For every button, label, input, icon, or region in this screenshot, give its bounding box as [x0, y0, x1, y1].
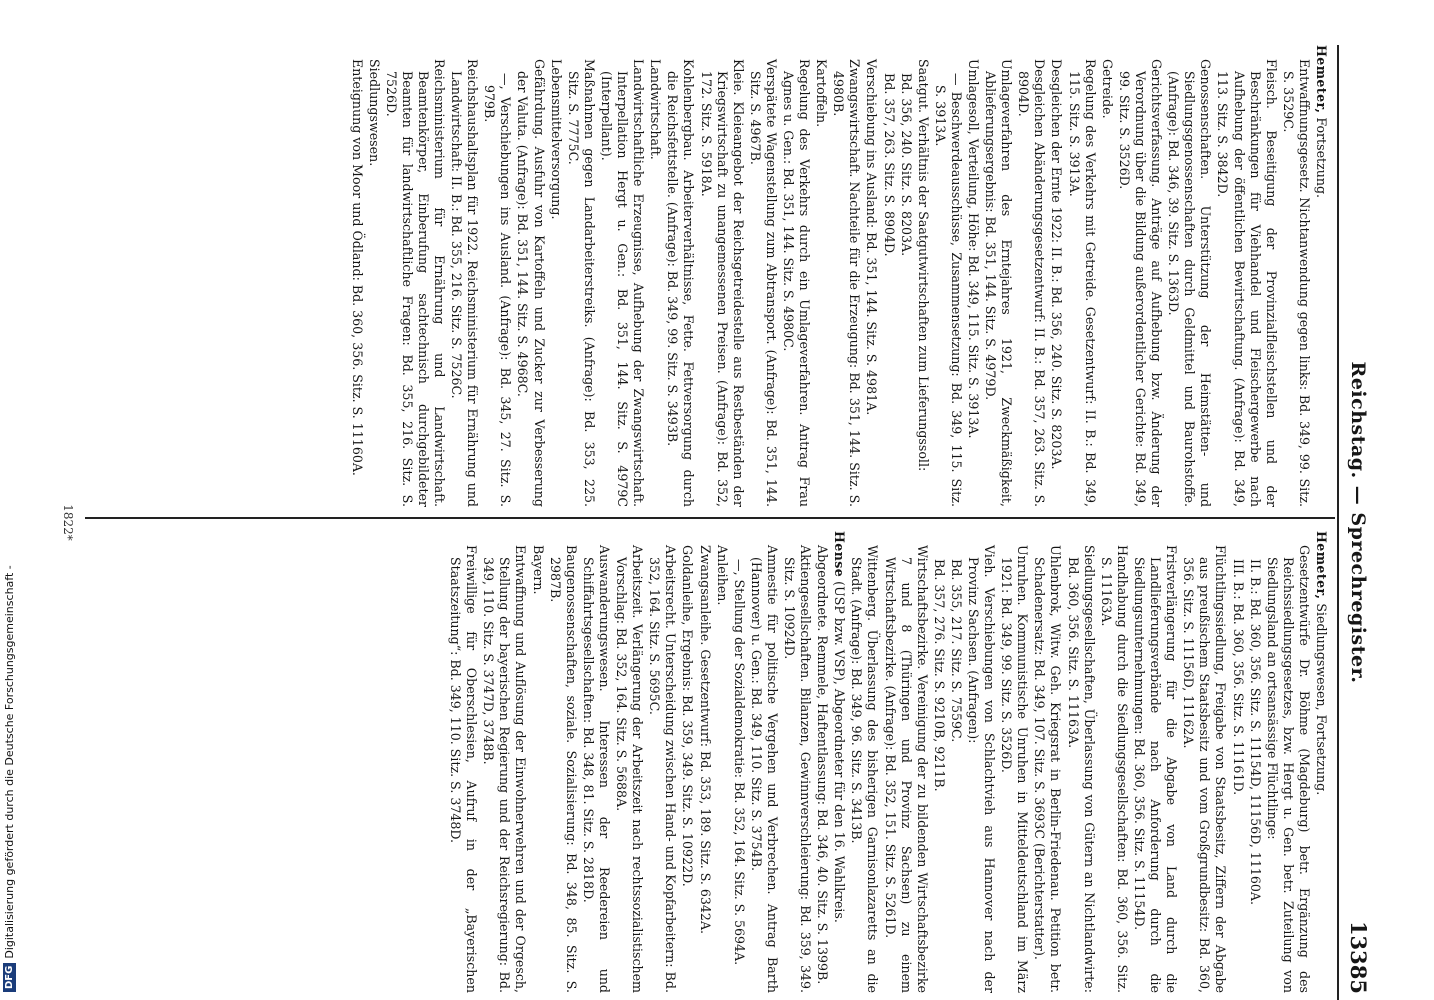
register-entry [780, 45, 812, 507]
entry-headword: Hemeter, [1314, 45, 1329, 114]
entry-text: Getreide. [1099, 59, 1115, 119]
register-entry [696, 531, 712, 993]
register-entry [965, 45, 981, 507]
entry-text: Bd. 357, 276. Sitz. S. 9210B, 9211B. [931, 559, 947, 792]
register-entry [1116, 45, 1164, 507]
entry-text: Regelung des Verkehrs durch ein Umlageverfahren. Antrag Frau Agnes u. Gen.: Bd. 351, 144. Sitz. S. 4980C. [781, 59, 813, 507]
register-entry [697, 45, 745, 507]
page-number: 13385 [1346, 920, 1371, 994]
entry-text: Kohlenbergbau. Arbeiterverhältnisse, Fette. Fettversorgung durch die Reichsfettstelle. (Anfrage): Bd. 349, 99. Sitz. S. 3493B. [665, 59, 697, 507]
register-entry [1214, 45, 1278, 507]
register-entry [831, 531, 847, 993]
register-entry [1031, 531, 1063, 993]
entry-text: Siedlungswesen, Fortsetzung. [1314, 599, 1329, 796]
entry-text: III. B.: Bd. 360, 356. Sitz. S. 11161D. [1230, 559, 1246, 796]
register-entry [814, 531, 830, 993]
entry-text: Siedlungswesen. [366, 59, 382, 167]
rotated-register-page [55, 45, 1375, 1000]
entry-text: Fortsetzung. [1314, 113, 1329, 199]
entry-text: Desgleichen der Ernte 1922: II. B.: Bd. 356, 240. Sitz. S. 8203A. [1049, 59, 1065, 470]
digitization-credit [0, 0, 20, 1000]
register-entry [448, 45, 480, 507]
entry-text: Aktiengesellschaften. Bilanzen, Gewinnverschleierung: Bd. 359, 349. Sitz. S. 10924D. [782, 545, 814, 993]
entry-text: Kartoffeln. [814, 59, 830, 128]
entry-text: Freiwillige für Oberschlesien, Aufruf in der „Bayerischen Staatszeitung“: Bd. 349, 110. Sitz. S. 3748D. [448, 545, 480, 993]
register-entry [881, 531, 929, 993]
entry-text: —, Stellung der Sozialdemokratie: Bd. 352, 164. Sitz. S. 5694A. [731, 559, 747, 966]
entry-text: Entwaffnungsgesetz. Nichtanwendung gegen links: Bd. 349, 99. Sitz. S. 3529C. [1280, 59, 1312, 507]
entry-text: Regelung des Verkehrs mit Getreide. Gesetzentwurf: II. B.: Bd. 349, 115. Sitz. S. 3913A. [1066, 59, 1098, 507]
register-entry [613, 531, 645, 993]
register-entry [965, 531, 997, 993]
register-column-left [91, 45, 1329, 507]
register-entry [931, 531, 947, 993]
entry-text: Verschiebung ins Ausland: Bd. 351, 144. Sitz. S. 4981A. [864, 59, 880, 416]
entry-text: Reichshaushaltsplan für 1922. Reichsministerium für Ernährung und Landwirtschaft: II. B.: Bd. 355, 216. Sitz. S. 7526C. [449, 59, 481, 507]
register-entry [731, 531, 747, 993]
credit-text: Digitalisierung gefördert durch die Deutsche Forschungsgemeinschaft - [3, 565, 16, 959]
entry-text: Vieh. Verschiebungen von Schlachtvieh aus Hannover nach der Provinz Sachsen. (Anfragen): [966, 545, 998, 993]
entry-text: —, Verschiebungen ins Ausland. (Anfrage): Bd. 345, 27. Sitz. S. 979B. [482, 73, 514, 507]
register-entry [679, 531, 695, 993]
entry-text: (USP bzw. VSP), Abgeordneter für den 16. Wahlkreis. [832, 577, 848, 923]
register-entry [598, 45, 646, 507]
entry-text: Landwirtschaftliche Erzeugnisse, Aufhebung der Zwangswirtschaft. Interpellation Hergt u. Gen.: Bd. 351, 144. Sitz. S. 4979C (Interpellant). [598, 59, 647, 507]
register-entry [848, 531, 880, 993]
entry-headword: Hemeter, [1314, 531, 1329, 600]
header-rule [1337, 45, 1339, 1000]
register-entry [998, 531, 1030, 993]
register-entry [547, 531, 579, 993]
register-entry [580, 531, 612, 993]
register-entry [348, 45, 364, 507]
entry-text: Zwangswirtschaft. Nachteile für die Erzeugung: Bd. 351, 144. Sitz. S. 4980B. [831, 59, 863, 507]
entry-text: Enteignung von Moor und Ödland: Bd. 360, 356. Sitz. S. 11160A. [349, 59, 365, 476]
register-entry [1048, 45, 1064, 507]
entry-text: Fristverlängerung für die Abgabe von Land durch die Landlieferungsverbände nach Anforderung durch die Siedlungsunternehmungen: Bd. 360, 356. Sitz. S. 11154D. [1131, 545, 1180, 993]
register-entry [948, 531, 964, 993]
entry-text: Kleie. Kleieangebot der Reichsgetreidestelle aus Restbeständen der Kriegswirtschaft zu unangemessenen Preisen. (Anfrage): Bd. 352, 172. Sitz. S. 5918A. [698, 59, 746, 507]
register-entry [1098, 531, 1130, 993]
register-entry [646, 531, 678, 993]
entry-text: Lebensmittelversorgung. [548, 59, 564, 220]
page-signature: 1822* [61, 504, 75, 541]
page-title: Reichstag. — Sprechregister. [1347, 361, 1369, 684]
entry-text: Genossenschaften. Unterstützung der Heimstätten- und Siedlungsgenossenschaften durch Geldmittel und Baurohstoffe. (Anfrage): Bd. 346, 39. Sitz. S. 1363D. [1166, 59, 1214, 507]
register-entry [1131, 531, 1179, 993]
entry-text: Gefährdung. Ausfuhr von Kartoffeln und Zucker zur Verbesserung der Valuta. (Anfrage): Bd. 351, 144. Sitz. S. 4968C. [515, 59, 547, 507]
register-entry [514, 45, 546, 507]
register-entry [781, 531, 813, 993]
register-entry [932, 45, 964, 507]
register-entry [830, 45, 862, 507]
register-entry [1065, 531, 1097, 993]
register-entry [565, 45, 597, 507]
entry-text: — Beschwerdeausschüsse, Zusammensetzung: Bd. 349, 115. Sitz. S. 3913A. [932, 73, 964, 507]
register-entry [1180, 531, 1228, 993]
entry-text: Desgleichen Abänderungsgesetzentwurf: II. B.: Bd. 357, 263. Sitz. S. 8904D. [1016, 59, 1048, 507]
running-head [1335, 45, 1375, 1000]
entry-text: Verspätete Wagenstellung zum Abtransport. (Anfrage): Bd. 351, 144. Sitz. S. 4967B. [747, 59, 779, 507]
register-entry [982, 45, 1014, 507]
entry-text: Umlageverfahren des Erntejahres 1921, Zweckmäßigkeit, Ablieferungsergebnis: Bd. 351, 144. Sitz. S. 4979D. [983, 59, 1015, 507]
register-entry [1280, 45, 1312, 507]
register-entry [1229, 531, 1245, 993]
register-entry [530, 531, 546, 993]
entry-text: Arbeitsrecht. Unterscheidung zwischen Hand- und Kopfarbeitern: Bd. 352, 164. Sitz. S. 5695C. [647, 545, 679, 993]
entry-text: Saatgut. Verhältnis der Saatgutwirtschaften zum Lieferungssoll: [915, 59, 931, 472]
entry-text: Entwaffnung und Auflösung der Einwohnerwehren und der Orgesch, Stellung der bayerischen Regierung und der Reichsregierung: Bd. 349, 110. Sitz. S. 3747D, 3748B. [481, 545, 529, 993]
entry-text: Fleisch. Beseitigung der Provinzialfleischstellen und der Beschränkungen für Viehhandel und Fleischergewerbe nach Aufhebung der öffentlichen Bewirtschaftung. (Anfrage): Bd. 349, 113. Sitz. S. 3842D. [1215, 59, 1279, 507]
register-entry [480, 531, 528, 993]
entry-text: Amnestie für politische Vergehen und Verbrechen. Antrag Barth (Hannover) u. Gen.: Bd. 349, 110. Sitz. S. 3754B. [748, 545, 780, 993]
register-entry [366, 45, 382, 507]
entry-text: Baugenossenschaften, soziale. Sozialisierung: Bd. 348, 85. Sitz. S. 2987B. [547, 545, 579, 993]
entry-text: Gesetzentwürfe Dr. Böhme (Magdeburg) betr. Ergänzung des Reichssiedlungsgesetzes, bzw. Hergt u. Gen. betr. Zuteilung von Siedlungsland an ortsansässige Flüchtlinge: [1264, 545, 1312, 993]
dfg-logo: DFG [3, 963, 16, 992]
register-entry [748, 531, 780, 993]
register-entry [447, 531, 479, 993]
entry-text: Reichsministerium für Ernährung und Landwirtschaft. Beamtenkörper, Einberufung sachtechnisch durchgebildeter Beamten für landwirtschaftliche Fragen: Bd. 355, 216. Sitz. S. 7526D. [383, 59, 448, 507]
register-entry [863, 45, 879, 507]
register-entry [813, 45, 829, 507]
register-entry [1015, 45, 1047, 507]
register-entry [1165, 45, 1213, 507]
entry-text: Umlagesoll, Verteilung, Höhe: Bd. 349, 115. Sitz. S. 3913A. [966, 59, 982, 439]
register-entry [548, 45, 564, 507]
column-divider [85, 517, 1335, 519]
register-entry [915, 45, 931, 507]
entry-text: Landwirtschaft. [648, 59, 664, 160]
entry-text: Uhlenbrok, Witw. Geh. Kriegsrat in Berlin-Friedenau. Petition betr. Schadenersatz: Bd. 349, 107. Sitz. S. 3693C (Berichterstatter). [1032, 545, 1064, 993]
entry-text: Unruhen. Kommunistische Unruhen in Mitteldeutschland im März 1921: Bd. 349, 99. Sitz. S. 3526D. [999, 545, 1031, 993]
entry-text: Maßnahmen gegen Landarbeiterstreiks. (Anfrage): Bd. 353, 225. Sitz. S. 7775C. [565, 59, 597, 507]
entry-text: Zwangsanleihe. Gesetzentwurf: Bd. 353, 189. Sitz. S. 6342A. [697, 545, 713, 935]
register-column-right [91, 531, 1329, 993]
entry-text: Flüchtlingssiedlung, Freigabe von Staatsbesitz, Ziffern der Abgabe aus preußischem Staatsbesitz und vom Großgrundbesitz: Bd. 360, 356. Sitz. S. 11156D, 11162A. [1181, 545, 1229, 993]
entry-text: Gerichtsverfassung. Anträge auf Aufhebung bzw. Änderung der Verordnung über die Bildung außerordentlicher Gerichte: Bd. 349, 99. Sitz. S. 3526D. [1116, 59, 1165, 507]
entry-text: Goldanleihe, Ergebnis: Bd. 359, 349. Sitz. S. 10922D. [680, 545, 696, 887]
entry-text: Abgeordnete. Remmele, Haftentlassung: Bd. 346, 40. Sitz. S. 1399B. [815, 545, 831, 985]
register-entry [383, 45, 447, 507]
register-entry [747, 45, 779, 507]
entry-text: Bd. 356, 240. Sitz. S. 8203A. [898, 73, 914, 257]
entry-headword: Hense [832, 531, 848, 578]
register-entry [664, 45, 696, 507]
entry-text: Siedlungsgesellschaften, Überlassung von Gütern an Nichtlandwirte: Bd. 360, 356. Sitz. S. 11163A. [1065, 545, 1097, 993]
entry-text: Handhabung durch die Siedlungsgesellschaften: Bd. 360, 356. Sitz. S. 11163A. [1098, 545, 1130, 993]
entry-text: Wirtschaftsbezirke. Vereinigung der zu bildenden Wirtschaftsbezirke 7 und 8 (Thüringen und Provinz Sachsen) zu einem Wirtschaftsbezirke. (Anfrage): Bd. 352, 151. Sitz. S. 5261D. [882, 545, 930, 993]
entry-text: Auswanderungswesen. Interessen der Reedereien und Schiffahrtsgesellschaften: Bd. 348, 81. Sitz. S. 2818D. [580, 545, 612, 993]
register-entry [1099, 45, 1115, 507]
register-entry [880, 45, 896, 507]
register-entry [898, 45, 914, 507]
entry-text: Wittenberg. Überlassung des bisherigen Garnisonlazaretts an die Stadt. (Anfrage): Bd. 349, 96. Sitz. S. 3413B. [849, 545, 881, 993]
register-entry [714, 531, 730, 993]
entry-text: Anleihen. [714, 545, 730, 606]
register-entry [1247, 531, 1263, 993]
register-entry [481, 45, 513, 507]
register-entry [1066, 45, 1098, 507]
register-entry [1313, 531, 1329, 993]
entry-text: Bd. 355, 217. Sitz. S. 7559C. [948, 559, 964, 743]
entry-text: Bd. 357, 263. Sitz. S. 8904D. [881, 73, 897, 257]
entry-text: II. B.: Bd. 360, 356. Sitz. S. 11154D, 11156D, 11160A. [1247, 559, 1263, 906]
register-entry [1313, 45, 1329, 507]
entry-text: Arbeitszeit. Verlängerung der Arbeitszeit nach rechtssozialistischem Vorschlag: Bd. 352, 164. Sitz. S. 5688A. [614, 545, 646, 993]
register-entry [647, 45, 663, 507]
entry-text: Bayern. [530, 545, 546, 595]
register-entry [1264, 531, 1312, 993]
